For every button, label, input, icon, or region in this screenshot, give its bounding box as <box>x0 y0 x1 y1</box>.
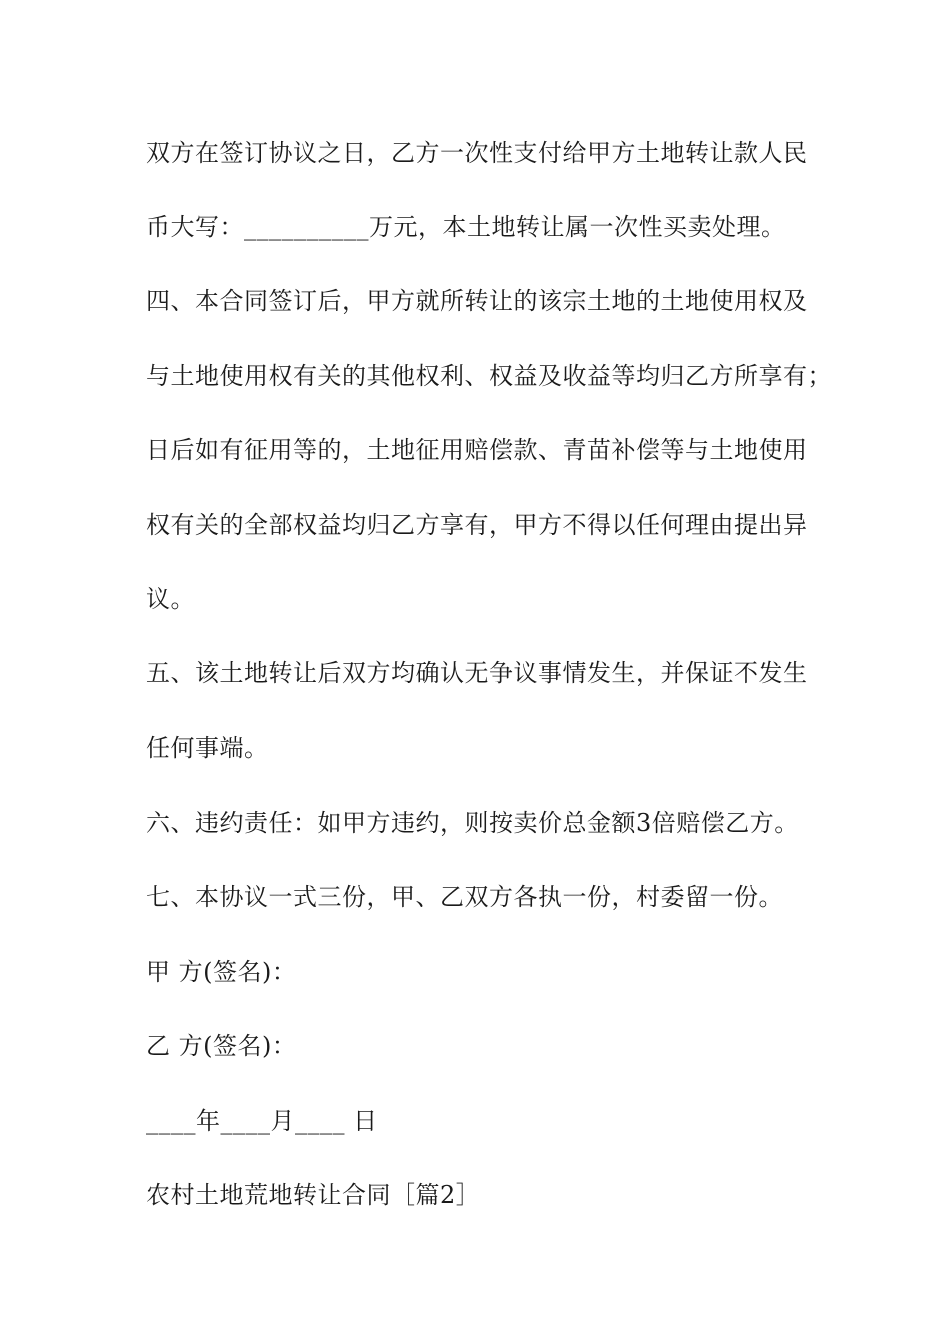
signature-line-party-b: 乙 方(签名)： <box>146 1032 297 1060</box>
date-line: ____年____月____ 日 <box>146 1107 378 1135</box>
text-line: 权有关的全部权益均归乙方享有，甲方不得以任何理由提出异 <box>146 511 808 539</box>
text-line: 六、违约责任：如甲方违约，则按卖价总金额3倍赔偿乙方。 <box>146 809 799 837</box>
text-line: 议。 <box>146 585 195 613</box>
text-line: 币大写：__________万元，本土地转让属一次性买卖处理。 <box>146 213 786 241</box>
text-line: 任何事端。 <box>146 734 269 762</box>
text-line: 五、该土地转让后双方均确认无争议事情发生，并保证不发生 <box>146 659 808 687</box>
text-line: 日后如有征用等的，土地征用赔偿款、青苗补偿等与土地使用 <box>146 436 808 464</box>
text-line: 双方在签订协议之日，乙方一次性支付给甲方土地转让款人民 <box>146 139 808 167</box>
text-line: 与土地使用权有关的其他权利、权益及收益等均归乙方所享有； <box>146 362 832 390</box>
section-heading: 农村土地荒地转让合同［篇2］ <box>146 1181 481 1209</box>
text-line: 四、本合同签订后，甲方就所转让的该宗土地的土地使用权及 <box>146 287 808 315</box>
text-line: 七、本协议一式三份，甲、乙双方各执一份，村委留一份。 <box>146 883 783 911</box>
signature-line-party-a: 甲 方(签名)： <box>146 958 297 986</box>
